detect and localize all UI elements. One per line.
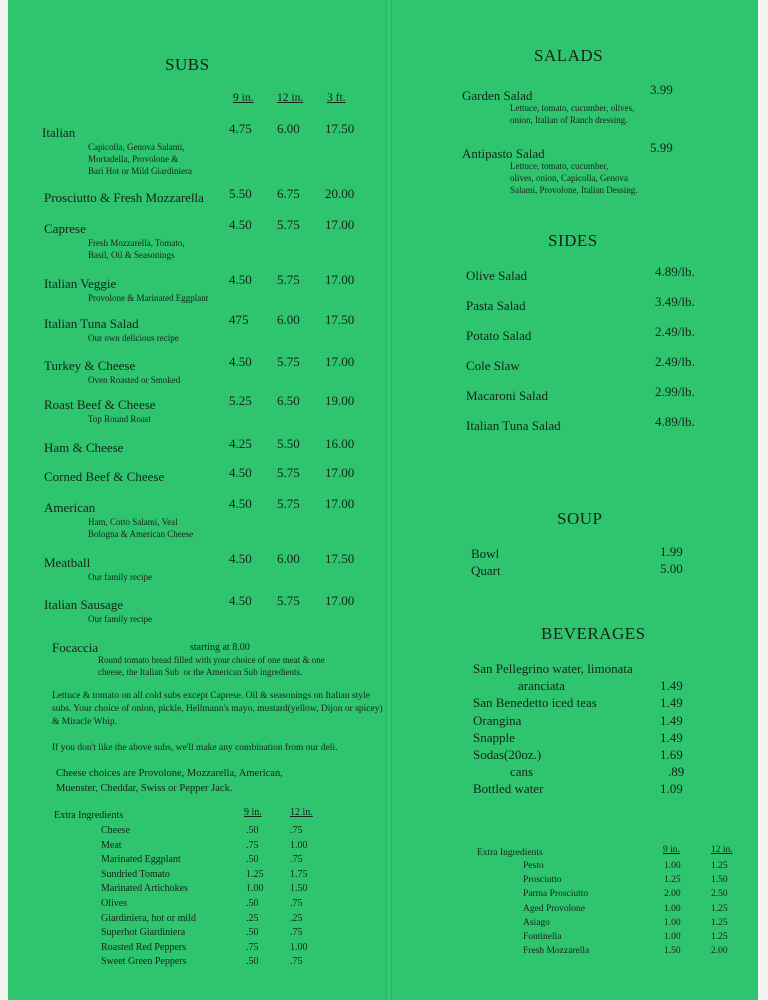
side-name: Pasta Salad <box>466 298 526 313</box>
salads-heading: SALADS <box>534 46 604 65</box>
beverage-name: San Benedetto iced teas <box>473 695 597 711</box>
extra-ingredient-name: Giardiniera, hot or mild <box>101 912 196 924</box>
subs-note-cheese: Cheese choices are Provolone, Mozzarella, American, Muenster, Cheddar, Swiss or Pepper Jack. <box>56 768 283 794</box>
sub-name: Prosciutto & Fresh Mozzarella <box>44 190 204 205</box>
extra-ingredient-price-12in: 1.75 <box>290 868 308 880</box>
beverage-name: cans <box>510 764 534 780</box>
page-fold <box>386 0 392 1000</box>
sub-name: American <box>44 500 96 515</box>
side-name: Potato Salad <box>466 328 532 343</box>
extra-ingredient-price-9in: 1.00 <box>664 861 681 871</box>
sub-price-9in: 4.50 <box>229 217 252 232</box>
sub-price-12in: 6.75 <box>277 186 300 201</box>
sub-price-12in: 6.00 <box>277 312 300 327</box>
sub-price-12in: 5.75 <box>277 217 300 232</box>
extra-ingredient-price-12in: 1.50 <box>711 875 728 886</box>
sub-description: Provolone & Marinated Eggplant <box>88 293 209 303</box>
side-name: Italian Tuna Salad <box>466 418 561 433</box>
extra-ingredient-price-12in: 1.00 <box>290 839 308 851</box>
beverage-name: Bottled water <box>473 781 544 797</box>
sub-name: Meatball <box>44 555 91 570</box>
salad-price: 3.99 <box>650 82 673 97</box>
extra-ingredient-name: Superhot Giardiniera <box>101 927 186 939</box>
sub-name: Corned Beef & Cheese <box>44 469 165 484</box>
extra-ingredient-price-9in: .50 <box>246 956 259 968</box>
sub-price-3ft: 17.00 <box>325 593 355 608</box>
side-price: 2.99/lb. <box>655 384 695 399</box>
extra-ingredient-price-9in: 1.00 <box>664 917 681 928</box>
extra-ingredient-price-12in: 1.25 <box>711 903 728 914</box>
soup-name: Quart <box>471 563 501 578</box>
sub-price-9in: 5.50 <box>229 186 252 201</box>
sub-name: Italian Tuna Salad <box>44 316 139 331</box>
beverage-price: 1.09 <box>660 781 683 797</box>
extra-ingredient-name: Meat <box>101 839 122 851</box>
extra-ingredient-price-9in: .50 <box>246 825 259 836</box>
extra-ingredient-price-12in: .25 <box>290 912 303 924</box>
side-price: 4.89/lb. <box>655 414 695 429</box>
side-name: Macaroni Salad <box>466 388 548 403</box>
extra-ingredient-price-9in: 1.25 <box>664 875 681 886</box>
soup-price: 5.00 <box>660 561 683 576</box>
sub-price-12in: 5.75 <box>277 593 300 608</box>
extra-ingredient-name: Sweet Green Peppers <box>101 956 187 968</box>
focaccia-price-text: starting at 8.00 <box>190 642 250 653</box>
extra-ingredient-price-12in: .75 <box>290 825 303 836</box>
sub-description: Our family recipe <box>88 572 152 582</box>
sub-name: Italian Veggie <box>44 276 117 291</box>
sub-price-12in: 5.75 <box>277 496 300 511</box>
extra-ingredient-name: Asiago <box>523 917 550 928</box>
extra-ingredient-name: Sundried Tomato <box>101 868 170 880</box>
side-price: 2.49/lb. <box>655 324 695 339</box>
sub-price-9in: 4.50 <box>229 551 252 566</box>
subs-note-toppings: Lettuce & tomato on all cold subs except Caprese. Oil & seasonings on Italian style subs. Your choice of onion, pickle, Hellmann's mayo, mustard(yellow, Dijon or spicey) & Miracle Whip. <box>52 691 383 727</box>
sub-price-9in: 4.50 <box>229 496 252 511</box>
sub-price-3ft: 16.00 <box>325 436 355 451</box>
sub-price-9in: 4.50 <box>229 272 252 287</box>
sub-price-3ft: 19.00 <box>325 393 355 408</box>
extra-ingredient-price-12in: .75 <box>290 956 303 968</box>
sub-price-3ft: 17.50 <box>325 121 355 136</box>
extra-ingredient-price-9in: .50 <box>246 854 259 866</box>
beverage-name: aranciata <box>518 678 565 694</box>
extra-ingredient-price-12in: 1.25 <box>711 932 728 942</box>
extra-ingredient-name: Fontinella <box>523 932 562 942</box>
side-price: 3.49/lb. <box>655 294 695 309</box>
sub-price-3ft: 17.50 <box>325 551 355 566</box>
page-edge-left <box>0 0 8 1000</box>
extra-ingredient-price-12in: 1.25 <box>711 917 728 928</box>
extra-ingredient-name: Cheese <box>101 825 130 836</box>
sub-price-9in: 4.50 <box>229 593 252 608</box>
extra-ingredient-price-9in: 1.50 <box>664 946 681 957</box>
sub-description: Oven Roasted or Smoked <box>88 375 181 385</box>
sub-price-12in: 5.50 <box>277 436 300 451</box>
sub-description: Our family recipe <box>88 614 152 624</box>
sub-description: Capicolla, Genova Salami, Mortadella, Provolone & Bari Hot or Mild Giardiniera <box>88 142 192 176</box>
extra-ingredient-name: Marinated Eggplant <box>101 854 181 866</box>
extra-ingredient-name: Fresh Mozzarella <box>523 946 590 957</box>
extra-right-col-12in: 12 in. <box>711 845 733 855</box>
extra-ingredient-price-12in: 2.00 <box>711 946 728 957</box>
sub-price-3ft: 17.00 <box>325 272 355 287</box>
extra-right-label: Extra Ingredients <box>477 848 543 858</box>
extra-ingredient-price-9in: .50 <box>246 898 259 909</box>
subs-col-12in: 12 in. <box>277 92 304 104</box>
beverage-name: Sodas(20oz.) <box>473 747 542 762</box>
subs-col-3ft: 3 ft. <box>327 92 346 104</box>
extra-ingredient-name: Prosciutto <box>523 875 562 886</box>
extra-ingredient-name: Parma Prosciutto <box>523 889 589 900</box>
focaccia-price <box>190 638 250 654</box>
beverage-price: 1.49 <box>660 695 683 711</box>
salad-name: Antipasto Salad <box>462 146 545 161</box>
extra-ingredient-price-9in: .50 <box>246 927 259 939</box>
sub-price-12in: 5.75 <box>277 465 300 480</box>
extra-ingredient-name: Marinated Artichokes <box>101 883 188 895</box>
extra-ingredient-price-12in: .75 <box>290 854 303 866</box>
sub-price-9in: 4.75 <box>229 121 252 136</box>
beverage-name: San Pellegrino water, limonata <box>473 661 633 676</box>
extra-ingredient-price-12in: 1.50 <box>290 883 308 895</box>
extra-ingredient-price-9in: 1.00 <box>664 932 681 942</box>
sub-price-3ft: 20.00 <box>325 186 355 201</box>
extra-ingredient-price-9in: 2.00 <box>664 889 681 900</box>
soup-name: Bowl <box>471 546 500 561</box>
extra-left-col-9in: 9 in. <box>244 807 262 818</box>
extra-ingredient-name: Aged Provolone <box>523 903 586 914</box>
extra-ingredient-price-12in: 1.25 <box>711 861 728 871</box>
focaccia-desc: Round tomato bread filled with your choice of one meat & one cheese, the Italian Sub or the American Sub ingredients. <box>98 655 325 677</box>
side-price: 2.49/lb. <box>655 354 695 369</box>
salad-description: Lettuce, tomato, cucumber, olives, onion, Italian of Ranch dressing. <box>510 103 635 125</box>
sub-price-3ft: 17.00 <box>325 465 355 480</box>
side-price: 4.89/lb. <box>655 264 695 279</box>
sub-price-12in: 6.00 <box>277 551 300 566</box>
side-name: Olive Salad <box>466 268 528 283</box>
beverage-price: 1.49 <box>660 678 683 694</box>
subs-heading: SUBS <box>165 55 210 74</box>
sub-name: Italian Sausage <box>44 597 124 612</box>
focaccia-name: Focaccia <box>52 640 99 655</box>
extra-ingredient-price-12in: .75 <box>290 898 303 909</box>
sub-price-12in: 6.00 <box>277 121 300 136</box>
sub-price-9in: 4.50 <box>229 465 252 480</box>
subs-note-combination: If you don't like the above subs, we'll make any combination from our deli. <box>52 743 338 753</box>
extra-ingredient-price-12in: .75 <box>290 927 303 939</box>
extra-ingredient-price-9in: 1.00 <box>664 903 681 914</box>
sub-price-12in: 6.50 <box>277 393 300 408</box>
salad-description: Lettuce, tomato, cucumber, olives, onion, Capicolla, Genova Salami, Provolone, Italian Dessing. <box>510 161 638 195</box>
side-name: Cole Slaw <box>466 358 520 373</box>
sides-heading: SIDES <box>548 231 598 250</box>
beverage-name: Orangina <box>473 712 522 728</box>
beverages-heading: BEVERAGES <box>541 624 646 643</box>
beverage-name: Snapple <box>473 729 515 745</box>
soup-price: 1.99 <box>660 544 683 559</box>
sub-price-3ft: 17.00 <box>325 217 355 232</box>
extra-left-col-12in: 12 in. <box>290 807 313 818</box>
sub-description: Ham, Cotto Salami, Veal Bologna & American Cheese <box>88 517 194 539</box>
beverage-price: .89 <box>668 764 685 780</box>
sub-name: Roast Beef & Cheese <box>44 397 156 412</box>
sub-name: Caprese <box>44 221 86 236</box>
sub-name: Turkey & Cheese <box>44 358 136 373</box>
sub-price-9in: 475 <box>229 312 249 327</box>
extra-ingredient-price-9in: .75 <box>246 839 259 851</box>
subs-col-9in: 9 in. <box>233 92 254 104</box>
sub-name: Italian <box>42 125 76 140</box>
salad-price: 5.99 <box>650 140 673 155</box>
sub-description: Our own delicious recipe <box>88 333 179 343</box>
soup-heading: SOUP <box>557 509 603 528</box>
beverage-price: 1.49 <box>660 712 683 728</box>
sub-price-3ft: 17.00 <box>325 354 355 369</box>
extra-ingredient-name: Olives <box>101 898 128 909</box>
extra-right-col-9in: 9 in. <box>663 845 680 855</box>
sub-price-12in: 5.75 <box>277 354 300 369</box>
extra-ingredient-price-9in: 1.25 <box>246 868 264 880</box>
sub-name: Ham & Cheese <box>44 440 124 455</box>
extra-ingredient-price-9in: .75 <box>246 941 259 953</box>
sub-description: Top Round Roast <box>88 414 151 424</box>
sub-price-3ft: 17.50 <box>325 312 355 327</box>
extra-left-label: Extra Ingredients <box>54 810 124 821</box>
beverage-price: 1.69 <box>660 747 683 762</box>
sub-price-12in: 5.75 <box>277 272 300 287</box>
extra-ingredient-price-9in: 1.00 <box>246 883 264 895</box>
salad-name: Garden Salad <box>462 88 533 103</box>
extra-ingredient-name: Pesto <box>523 861 544 871</box>
sub-price-9in: 4.50 <box>229 354 252 369</box>
sub-price-3ft: 17.00 <box>325 496 355 511</box>
extra-ingredient-price-12in: 1.00 <box>290 941 308 953</box>
sub-description: Fresh Mozzarella, Tomato, Basil, Oil & Seasonings <box>88 238 185 260</box>
sub-price-9in: 5.25 <box>229 393 252 408</box>
page-edge-right <box>758 0 768 1000</box>
extra-ingredient-name: Roasted Red Peppers <box>101 941 186 953</box>
extra-ingredient-price-12in: 2.50 <box>711 889 728 900</box>
beverage-price: 1.49 <box>660 729 683 745</box>
extra-ingredient-price-9in: .25 <box>246 912 259 924</box>
sub-price-9in: 4.25 <box>229 436 252 451</box>
